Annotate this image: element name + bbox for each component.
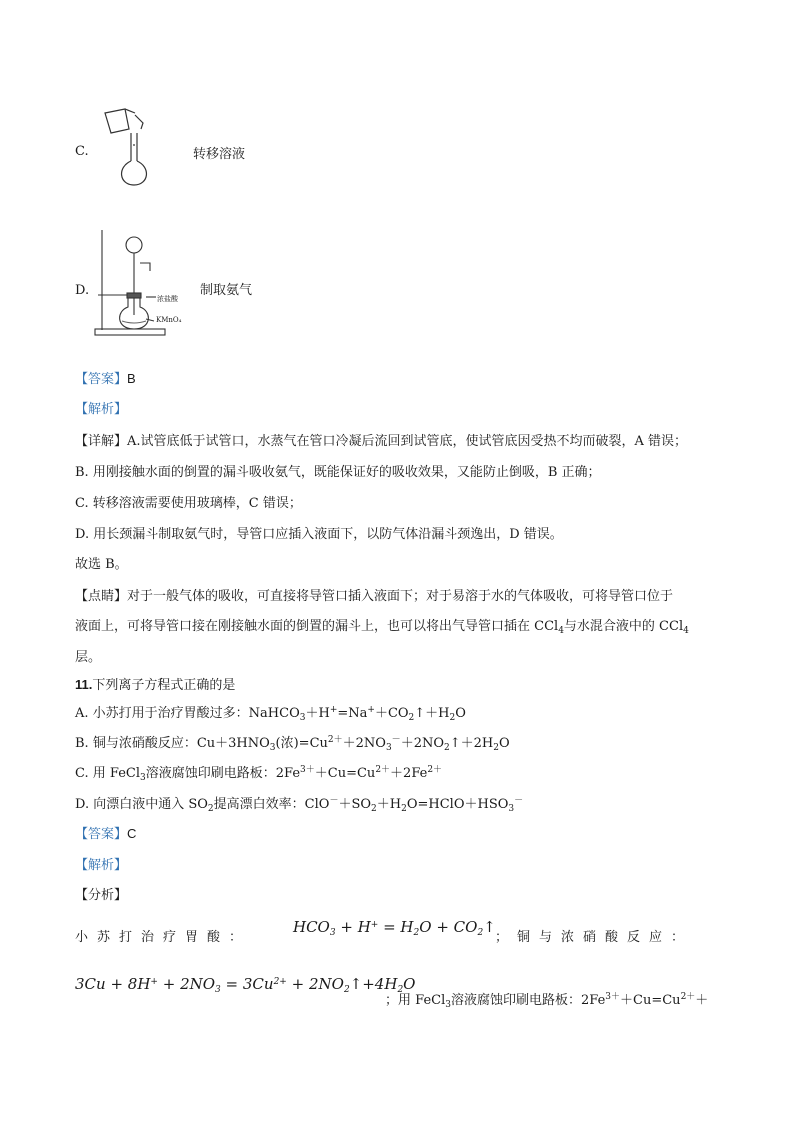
option-d-mid: 提高漂白效率： bbox=[213, 797, 305, 812]
conclusion-line: 故选 B。 bbox=[75, 557, 128, 572]
q11-fenxi-tag: 【分析】 bbox=[75, 888, 128, 903]
detail-a-text: A.试管底低于试管口，水蒸气在管口冷凝后流回到试管底，使试管底因受热不均而破裂，A 错误； bbox=[127, 434, 688, 449]
detail-line-b: B. 用刚接触水面的倒置的漏斗吸收氨气，既能保证好的吸收效果，又能防止倒吸，B 正确； bbox=[75, 465, 601, 480]
option-d-letter: D. bbox=[75, 283, 90, 298]
tip-tag: 【点睛】 bbox=[75, 589, 128, 604]
detail-tag: 【详解】 bbox=[75, 434, 128, 449]
option-d-caption: 制取氨气 bbox=[200, 283, 253, 298]
option-a-prefix: A. 小苏打用于治疗胃酸过多： bbox=[75, 706, 249, 721]
fenxi-2b-label: ；用 FeCl bbox=[385, 993, 446, 1008]
equation-cu-hno3: $3Cu + 8H^+ + 2NO_3 = 3Cu^{2+}$ + $2NO_2↑+4H_2O$ bbox=[75, 975, 416, 995]
q11-option-d: D. 向漂白液中通入 $SO_2$提高漂白效率：$ClO^-+SO_2+H_2O=HClO+HSO_3^-$ bbox=[75, 796, 524, 814]
answer-value: B bbox=[127, 371, 136, 386]
q11-number: 11. bbox=[75, 677, 93, 692]
option-b-prefix: B. 铜与浓硝酸反应： bbox=[75, 736, 197, 751]
option-c-mid: 溶液腐蚀印刷电路板： bbox=[145, 766, 276, 781]
tip-2b-text: 与水混合液中的 CCl bbox=[563, 619, 684, 634]
fenxi-2c-label: 溶液腐蚀印刷电路板： bbox=[450, 993, 581, 1008]
q11-option-b: B. 铜与浓硝酸反应：$Cu+3HNO_3$(浓)$=Cu^{2+}+2NO_3^-+2NO_2↑+2H_2O$ bbox=[75, 735, 510, 753]
volumetric-flask-transfer-figure bbox=[95, 105, 165, 187]
q11-option-a: A. 小苏打用于治疗胃酸过多：$NaHCO_3+H^+=Na^++CO_2↑+H_2O$ bbox=[75, 705, 466, 723]
analysis-tag: 【解析】 bbox=[75, 402, 128, 417]
tip-line-2 bbox=[75, 618, 689, 636]
tip-line-1 bbox=[75, 588, 673, 606]
detail-line-c: C. 转移溶液需要使用玻璃棒，C 错误； bbox=[75, 496, 302, 511]
q11-stem-line bbox=[75, 676, 235, 695]
q11-analysis-tag: 【解析】 bbox=[75, 858, 128, 873]
ammonia-generator-figure bbox=[90, 225, 200, 340]
equation-hco3: $HCO_3 + H^+ = H_2O$ + $CO_2↑$ bbox=[293, 918, 496, 938]
tip-sub-1: 4 bbox=[558, 626, 564, 636]
fenxi-1b-text: ；铜与浓硝酸反应： bbox=[495, 930, 694, 945]
option-d-prefix: D. 向漂白液中通入 SO bbox=[75, 797, 208, 812]
label-conc-hcl: 浓盐酸 bbox=[157, 295, 178, 303]
detail-line-a bbox=[75, 433, 687, 451]
option-c-prefix: C. 用 FeCl bbox=[75, 766, 140, 781]
tip-line-3: 层。 bbox=[75, 650, 102, 665]
q11-stem: 下列离子方程式正确的是 bbox=[92, 678, 236, 693]
fenxi-2b-text: ；用 FeCl$_3$溶液腐蚀印刷电路板：$2Fe^{3+}+Cu=Cu^{2+}+$ bbox=[385, 992, 709, 1010]
detail-line-d: D. 用长颈漏斗制取氨气时，导管口应插入液面下，以防气体沿漏斗颈逸出，D 错误。 bbox=[75, 527, 563, 542]
fenxi-line-2 bbox=[75, 975, 735, 1010]
tip-sub-2: 4 bbox=[683, 626, 689, 636]
q11-option-c: C. 用 FeCl$_3$溶液腐蚀印刷电路板：$2Fe^{3+}+Cu=Cu^{2+}+2Fe^{2+}$ bbox=[75, 765, 443, 783]
option-c-letter: C. bbox=[75, 144, 89, 159]
option-c-caption: 转移溶液 bbox=[193, 147, 246, 162]
label-kmno4: KMnO₄ bbox=[156, 316, 182, 324]
q11-answer-line bbox=[75, 825, 136, 844]
fenxi-1-text: 小苏打治疗胃酸： bbox=[75, 930, 252, 945]
q10-answer-line bbox=[75, 370, 136, 389]
q11-answer-value: C bbox=[127, 826, 137, 841]
tip-2a-text: 液面上，可将导管口接在刚接触水面的倒置的漏斗上，也可以将出气导管口插在 CCl bbox=[75, 619, 559, 634]
q11-answer-tag: 【答案】 bbox=[75, 827, 128, 842]
fenxi-line-1 bbox=[75, 918, 725, 948]
answer-tag: 【答案】 bbox=[75, 372, 128, 387]
tip-1-text: 对于一般气体的吸收，可直接将导管口插入液面下；对于易溶于水的气体吸收，可将导管口位于 bbox=[127, 589, 674, 604]
